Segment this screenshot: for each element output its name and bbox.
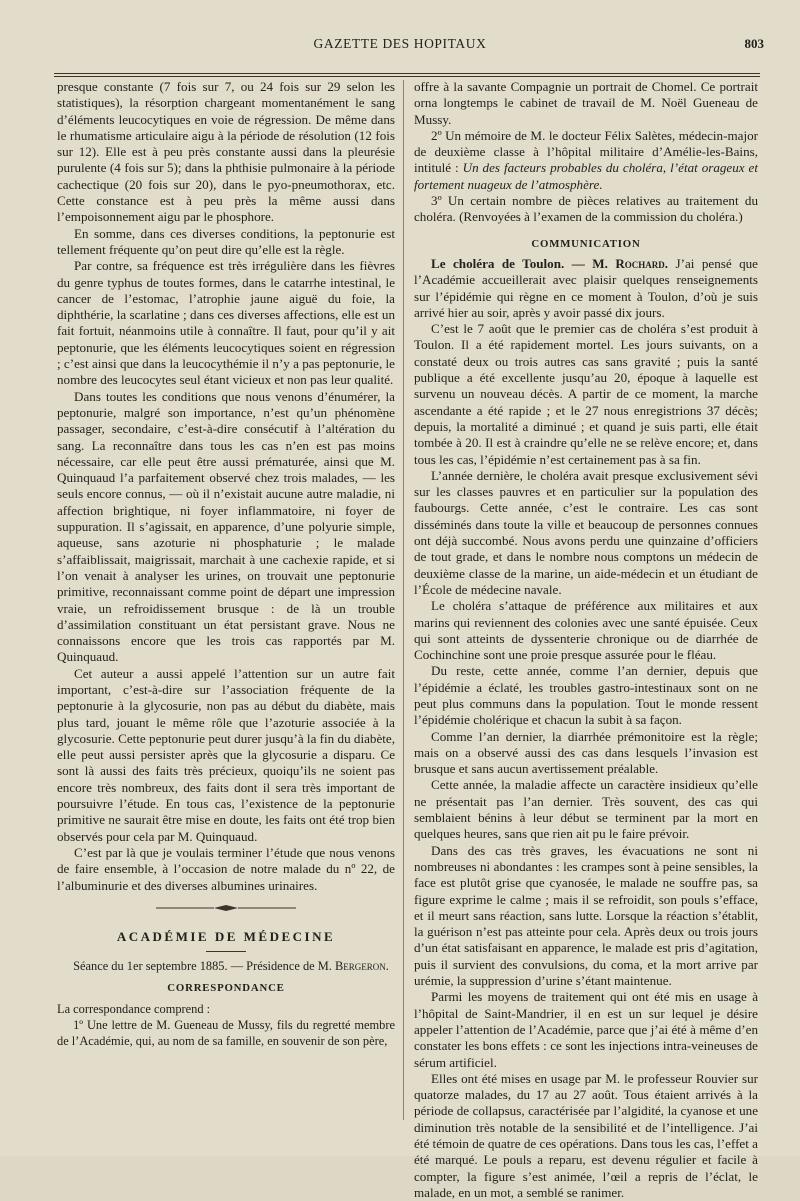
header-rule-bottom [54, 76, 760, 77]
article-paragraph: En somme, dans ces diverses conditions, la peptonurie est tellement fréquente qu’on peut dire qu’elle est la règle. [57, 225, 395, 257]
academy-title: ACADÉMIE DE MÉDECINE [116, 928, 336, 944]
correspondance-item-1: 1º Une lettre de M. Gueneau de Mussy, fils du regretté membre de l’Académie, qui, au nom de sa famille, en souvenir de son père, [57, 1018, 395, 1049]
seance-date: Séance du 1er septembre 1885. — Présidence de M. [73, 959, 335, 974]
correspondance-intro: La correspondance comprend : [57, 1001, 211, 1016]
item-2-text: 2º Un mémoire de M. le docteur Félix Salètes, médecin-major de deuxième classe à l’hôpital militaire d’Amélie-les-Bains, intitulé : [414, 127, 758, 176]
page-header [0, 34, 800, 54]
seance-line [57, 958, 395, 974]
title-rule [206, 951, 246, 952]
article-paragraph: Elles ont été mises en usage par M. le professeur Rouvier sur quatorze malades, du 17 au 27 août. Tous étaient arrivés à la période de collapsus, caractérisée par l’algidité, la cyanose et une diminution très notable de la sensibilité et de l’intelligence. J’ai été témoin de quatre de ces opérations. Dans tous les cas, l’effet a été marqué. Le pouls a reparu, est devenu régulier et facile à compter, la figure s’est animée, l’œil a repris de l’éclat, le malade, en un mot, a semblé se ranimer. [414, 1070, 758, 1200]
correspondance-item-3: 3º Un certain nombre de pièces relatives au traitement du choléra. (Renvoyées à l’examen de la commission du choléra.) [414, 193, 758, 225]
communication-title: COMMUNICATION [531, 237, 641, 250]
journal-title: GAZETTE DES HOPITAUX [313, 36, 487, 51]
article-paragraph: Du reste, cette année, comme l’an dernier, depuis que l’épidémie a éclaté, les troubles gastro-intestinaux sont on ne peut plus communs dans la population. Tout le monde ressent l’épidémie cholérique et chacun la subit à sa façon. [414, 663, 758, 728]
page-number: 803 [744, 36, 764, 51]
header-rule-top [54, 73, 760, 74]
communication-heading: Le choléra de Toulon. — [431, 255, 593, 271]
ornament-line-icon [156, 904, 296, 912]
article-paragraph: Comme l’an dernier, la diarrhée prémonitoire est la règle; mais on a observé aussi des cas dans lesquels l’invasion est brusque et sans aucun avertissement préalable. [414, 728, 758, 777]
column-separator [403, 80, 404, 1120]
article-paragraph: Dans toutes les conditions que nous venons d’énumérer, la peptonurie, malgré son importance, n’est qu’un phénomène passager, secondaire, c’est-à-dire consécutif à l’altération du sang. La reconnaître dans tous les cas n’en est pas moins nécessaire, car elle peut être aussi prématurée, ainsi que M. Quinquaud l’a parfaitement observé chez trois malades, — les seuls encore connus, — où il n’existait aucune autre maladie, ni affection brightique, ni foyer inflammatoire, ni foyer de suppuration. Il s’agissait, en apparence, d’une polyurie simple, aqueuse, sans azoturie ni phosphaturie ; le malade s’affaiblissait, maigrissait, marchait à une cachexie rapide, et si l’on venait à analyser les urines, on trouvait une peptonurie primitive, reconnaissant comme point de départ une impression vraie, un refroidissement brusque : de là un trouble d’assimilation constituant un état persistant grave. Nous ne connaissons encore que les trois cas rapportés par M. Quinquaud. [57, 388, 395, 665]
article-paragraph: Par contre, sa fréquence est très irrégulière dans les fièvres du genre typhus de toutes formes, dans le catarrhe intestinal, le cancer de l’estomac, l’atrophie jaune aiguë du foie, la diphthérie, la scarlatine ; dans ces diverses affections, elle est un fait fortuit, néanmoins utile à connaître. Il faut, pour qu’il y ait peptonurie, que les éléments leucocytiques soient en régression ; c’est ainsi que dans la leucocythémie il n’y a pas peptonurie, le nombre des leucocytes seul étant vicieux et non pas leur qualité. [57, 258, 395, 388]
section-ornament [57, 904, 395, 915]
correspondance-title: CORRESPONDANCE [167, 982, 285, 995]
article-paragraph: presque constante (7 fois sur 7, ou 24 fois sur 29 selon les statistiques), la résorption chargeant momentanément le sang d’éléments leucocytiques en voie de régression. De même dans le rhumatisme articulaire aigu à la période de résolution (12 fois sur 12). Elle est à peu près constante aussi dans la pleurésie purulente (4 fois sur 5); dans la phthisie pulmonaire à la période cachectique (20 fois sur 20), dans le pyo-pneumothorax, etc. Cette constance est à peu près la même aussi dans l’empoisonnement aigu par le phosphore. [57, 79, 395, 225]
item-2-title: Un des facteurs probables du choléra, l’état orageux et fortement nuageux de l’atmosphère. [414, 160, 758, 192]
article-paragraph: Dans des cas très graves, les évacuations ne sont ni nombreuses ni abondantes : les crampes sont à peine sensibles, la face est plutôt grise que cyanosée, le malade ne souffre pas, sa figure exprime le calme ; mais il se refroidit, son pouls s’efface, et il meurt sans réaction, sans lutte. Lorsque la réaction s’établit, la guérison n’est pas atteinte pour cela. Après deux ou trois jours d’un état satisfaisant en apparence, le malade est pris d’agitation, puis il survient des convulsions, du coma, et la mort arrive par urémie, la suppression d’urine s’étant maintenue. [414, 842, 758, 989]
correspondance-item-1-continued: offre à la savante Compagnie un portrait de Chomel. Ce portrait orna longtemps le cabinet de travail de M. Noël Gueneau de Mussy. [414, 79, 758, 127]
correspondance-item-2 [414, 128, 758, 193]
article-paragraph: Parmi les moyens de traitement qui ont été mis en usage à l’hôpital de Saint-Mandrier, il en est un sur lequel je désire appeler l’attention de l’Académie, parce que j’ai été à même d’en constater les bons effets : ce sont les injections intra-veineuses de sérum artificiel. [414, 989, 758, 1070]
left-column [57, 79, 395, 1050]
article-paragraph: C’est le 7 août que le premier cas de choléra s’est produit à Toulon. Il a été rapidement mortel. Les jours suivants, on a constaté deux ou trois autres cas sans gravité ; puis la santé publique a été excellente jusqu’au 20, époque à laquelle est survenu un nouveau décès. A partir de ce moment, la marche ascendante a été rapide ; et le 27 nous enregistrions 37 décès; depuis, la mortalité a diminué ; et quand je suis parti, elle était tombée à 20. Il est à craindre qu’elle ne se relève encore; et, dans tous les cas, l’épidémie n’est certainement pas à sa fin. [414, 321, 758, 467]
communication-author: M. Rochard. [592, 255, 669, 271]
communication-lead [414, 256, 758, 321]
article-paragraph: C’est par là que je voulais terminer l’étude que nous venons de faire ensemble, à l’occasion de notre malade du nº 22, de l’albuminurie et des diverses albumines urinaires. [57, 844, 395, 893]
seance-president: Bergeron. [334, 959, 389, 974]
article-paragraph: L’année dernière, le choléra avait presque exclusivement sévi sur les classes pauvres et en particulier sur la population des faubourgs. Cette année, c’est le contraire. Les cas sont disséminés dans toute la ville et beaucoup de personnes connues ont déjà succombé. Nous avons perdu une quinzaine d’officiers de tout grade, et dans le nombre nous comptons un médecin de deuxième classe de la marine, un aide-médecin et un étudiant de l’École de médecine navale. [414, 467, 758, 597]
article-paragraph: Cet auteur a aussi appelé l’attention sur un autre fait important, c’est-à-dire sur l’association fréquente de la peptonurie à la glycosurie, non pas au début du diabète, mais plus tard, jouant le même rôle que l’azoturie associée à la glycosurie. Cette peptonurie peut durer jusqu’à la fin du diabète, elle peut aussi persister après que la glycosurie a disparu. Ce sont là aussi des faits très précieux, quoiqu’ils ne soient pas encore très nombreux, des faits dont il sera très important de poursuivre l’étude. En tous cas, l’existence de la peptonurie primitive ne saurait être mise en doute, les faits ont été trop bien observés pour cela par M. Quinquaud. [57, 665, 395, 844]
article-paragraph: Cette année, la maladie affecte un caractère insidieux qu’elle ne présentait pas l’an dernier. Très souvent, des cas qui semblaient bénins à leur début se terminent par la mort en quelques heures, sans que rien ait pu le faire prévoir. [414, 777, 758, 842]
communication-intro: J’ai pensé que l’Académie accueillerait avec plaisir quelques renseignements sur l’épidémie qui règne en ce moment à Toulon, d’où je suis arrivé hier au soir, après y avoir passé dix jours. [414, 255, 758, 320]
article-paragraph: Le choléra s’attaque de préférence aux militaires et aux marins qui reviennent des colonies avec une santé épuisée. Ceux qui sont atteints de dyssenterie chronique ou de diarrhée de Cochinchine sont une proie presque assurée pour le fléau. [414, 598, 758, 663]
right-column [414, 79, 758, 1201]
